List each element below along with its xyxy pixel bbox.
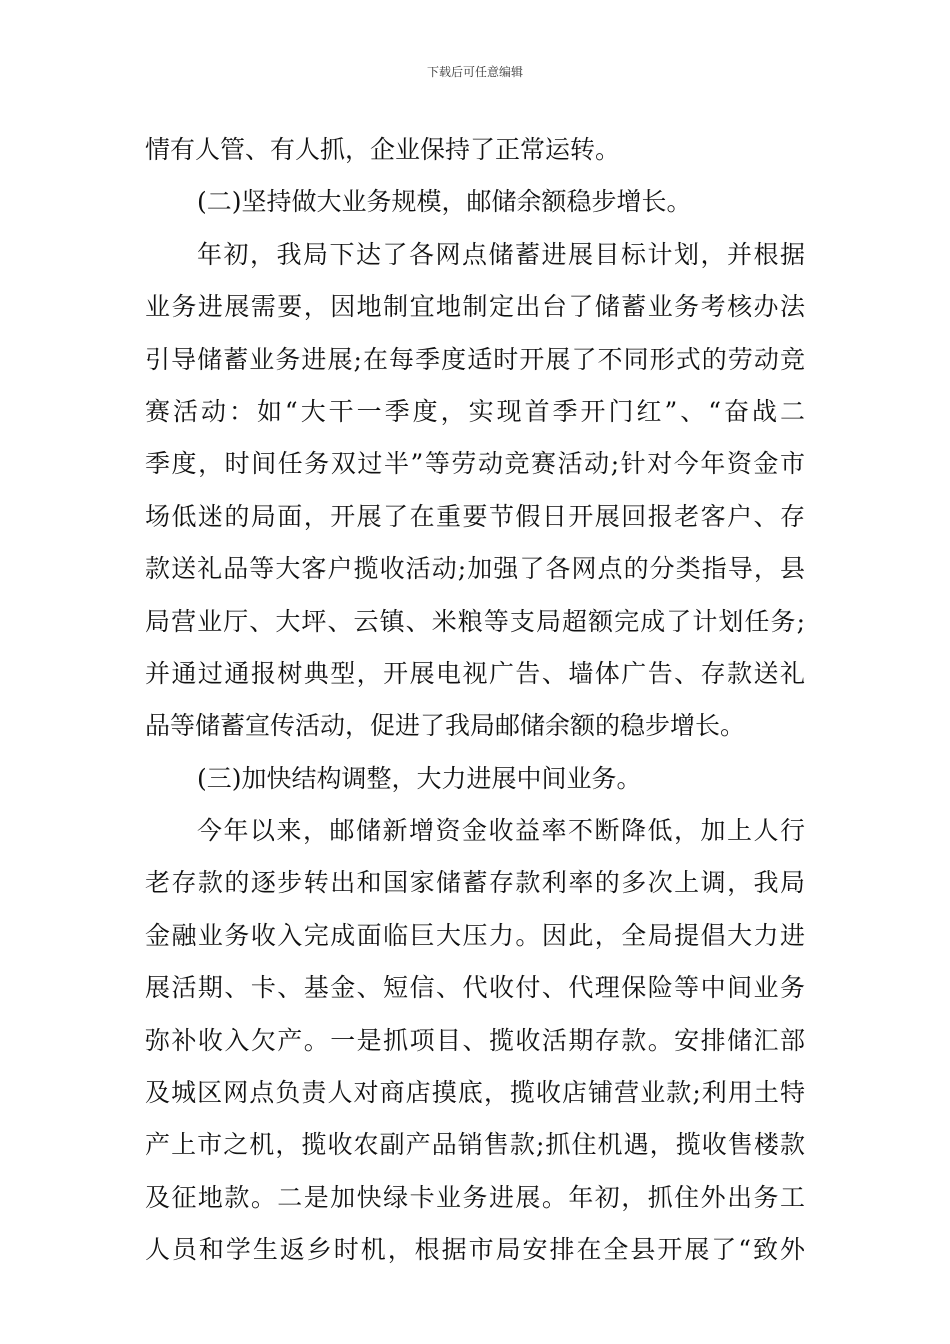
text-line: 展活期、卡、基金、短信、代收付、代理保险等中间业务 [145,973,805,1003]
text-line: 人员和学生返乡时机，根据市局安排在全县开展了“致外 [145,1235,805,1265]
text-line: 产上市之机，揽收农副产品销售款;抓住机遇，揽收售楼款 [145,1130,805,1160]
page-header: 下载后可任意编辑 [426,65,523,79]
text-line: 年初，我局下达了各网点储蓄进展目标计划，并根据 [197,239,805,269]
text-line: 场低迷的局面，开展了在重要节假日开展回报老客户、存 [145,501,805,531]
text-line: 情有人管、有人抓，企业保持了正常运转。 [145,135,621,164]
text-line: 引导储蓄业务进展;在每季度适时开展了不同形式的劳动竞 [145,344,805,374]
text-line: (二)坚持做大业务规模，邮储余额稳步增长。 [197,187,692,217]
text-line: 季度，时间任务双过半”等劳动竞赛活动;针对今年资金市 [145,449,805,479]
text-line: 老存款的逐步转出和国家储蓄存款利率的多次上调，我局 [145,868,805,898]
text-line: 赛活动：如“大干一季度，实现首季开门红”、“奋战二 [145,396,805,426]
text-line: 款送礼品等大客户揽收活动;加强了各网点的分类指导，县 [145,554,805,584]
text-line: 业务进展需要，因地制宜地制定出台了储蓄业务考核办法 [145,292,805,322]
text-line: 并通过通报树典型，开展电视广告、墙体广告、存款送礼 [145,658,805,688]
text-line: 品等储蓄宣传活动，促进了我局邮储余额的稳步增长。 [145,711,746,741]
text-line: (三)加快结构调整，大力进展中间业务。 [197,763,642,793]
text-line: 及城区网点负责人对商店摸底，揽收店铺营业款;利用土特 [145,1078,805,1108]
text-line: 及征地款。二是加快绿卡业务进展。年初，抓住外出务工 [145,1182,805,1212]
text-line: 今年以来，邮储新增资金收益率不断降低，加上人行 [197,816,805,846]
text-line: 弥补收入欠产。一是抓项目、揽收活期存款。安排储汇部 [145,1025,805,1055]
document-body [145,124,805,1277]
text-line: 局营业厅、大坪、云镇、米粮等支局超额完成了计划任务; [145,606,805,636]
text-line: 金融业务收入完成面临巨大压力。因此，全局提倡大力进 [145,920,805,950]
